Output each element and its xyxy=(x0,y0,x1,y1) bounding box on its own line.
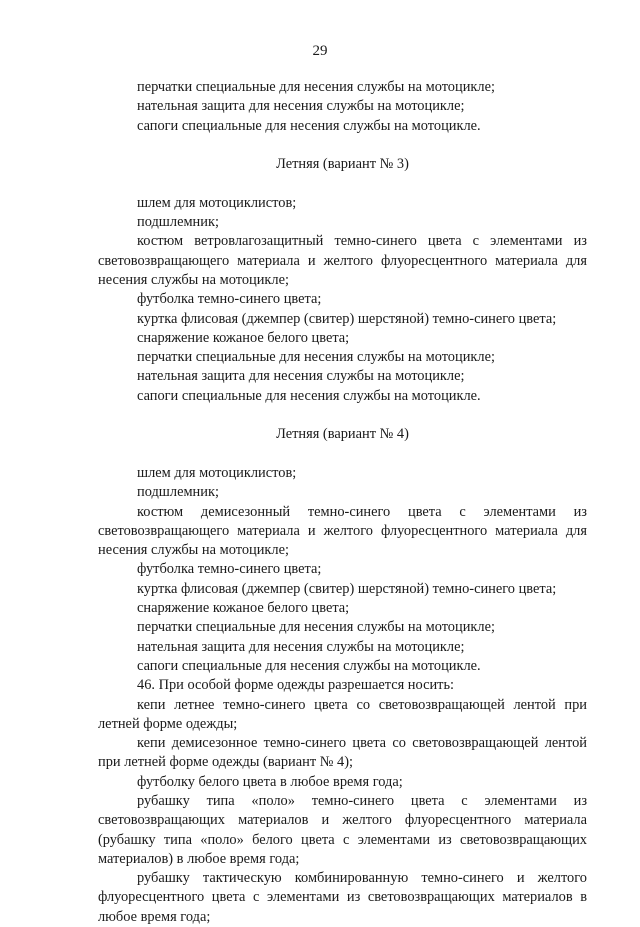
list-item: перчатки специальные для несения службы на мотоцикле; xyxy=(137,349,495,366)
document-body xyxy=(98,78,587,927)
list-item: снаряжение кожаное белого цвета; xyxy=(137,600,350,617)
list-item: футболку белого цвета в любое время года; xyxy=(137,773,403,790)
list-item: перчатки специальные для несения службы на мотоцикле; xyxy=(137,79,495,95)
list-item: нательная защита для несения службы на мотоцикле; xyxy=(137,368,465,385)
list-item: нательная защита для несения службы на мотоцикле; xyxy=(137,638,465,655)
list-item: костюм ветровлагозащитный темно-синего цвета с элементами из световозвращающего материала и желтого флуоресцентного материала для несения службы на мотоцикле; xyxy=(98,233,587,288)
list-item: рубашку типа «поло» темно-синего цвета с элементами из световозвращающих материалов и желтого флуоресцентного материала (рубашку типа «поло» белого цвета с элементами из световозвращающих материалов) в любое время года; xyxy=(98,792,587,867)
list-item: подшлемник; xyxy=(137,484,219,501)
list-item: костюм демисезонный темно-синего цвета с элементами из световозвращающего материала и желтого флуоресцентного материала для несения службы на мотоцикле; xyxy=(98,503,587,559)
list-item: сапоги специальные для несения службы на мотоцикле. xyxy=(137,117,481,134)
list-item: шлем для мотоциклистов; xyxy=(137,194,297,211)
list-item: куртка флисовая (джемпер (свитер) шерстяной) темно-синего цвета; xyxy=(137,580,557,597)
list-item: куртка флисовая (джемпер (свитер) шерстяной) темно-синего цвета; xyxy=(137,310,557,327)
list-item: перчатки специальные для несения службы на мотоцикле; xyxy=(137,619,495,636)
list-item: сапоги специальные для несения службы на мотоцикле. xyxy=(137,387,481,404)
list-item: подшлемник; xyxy=(137,214,219,231)
list-item: кепи летнее темно-синего цвета со световозвращающей лентой при летней форме одежды; xyxy=(98,696,587,732)
list-item: рубашку тактическую комбинированную темно-синего и желтого флуоресцентного цвета с элементами из световозвращающих материалов в любое время года; xyxy=(98,870,587,925)
list-item: сапоги специальные для несения службы на мотоцикле. xyxy=(137,657,481,674)
list-item: снаряжение кожаное белого цвета; xyxy=(137,329,350,346)
section-heading-variant-3: Летняя (вариант № 3) xyxy=(276,156,409,173)
clause-46-intro: 46. При особой форме одежды разрешается носить: xyxy=(137,677,455,694)
list-item: нательная защита для несения службы на мотоцикле; xyxy=(137,98,465,115)
list-item: футболка темно-синего цвета; xyxy=(137,291,322,308)
list-item: футболка темно-синего цвета; xyxy=(137,561,322,578)
list-item: шлем для мотоциклистов; xyxy=(137,464,297,481)
list-item: кепи демисезонное темно-синего цвета со световозвращающей лентой при летней форме одежды (вариант № 4); xyxy=(98,735,587,771)
page-number: 29 xyxy=(312,43,328,59)
section-heading-variant-4: Летняя (вариант № 4) xyxy=(276,426,409,443)
